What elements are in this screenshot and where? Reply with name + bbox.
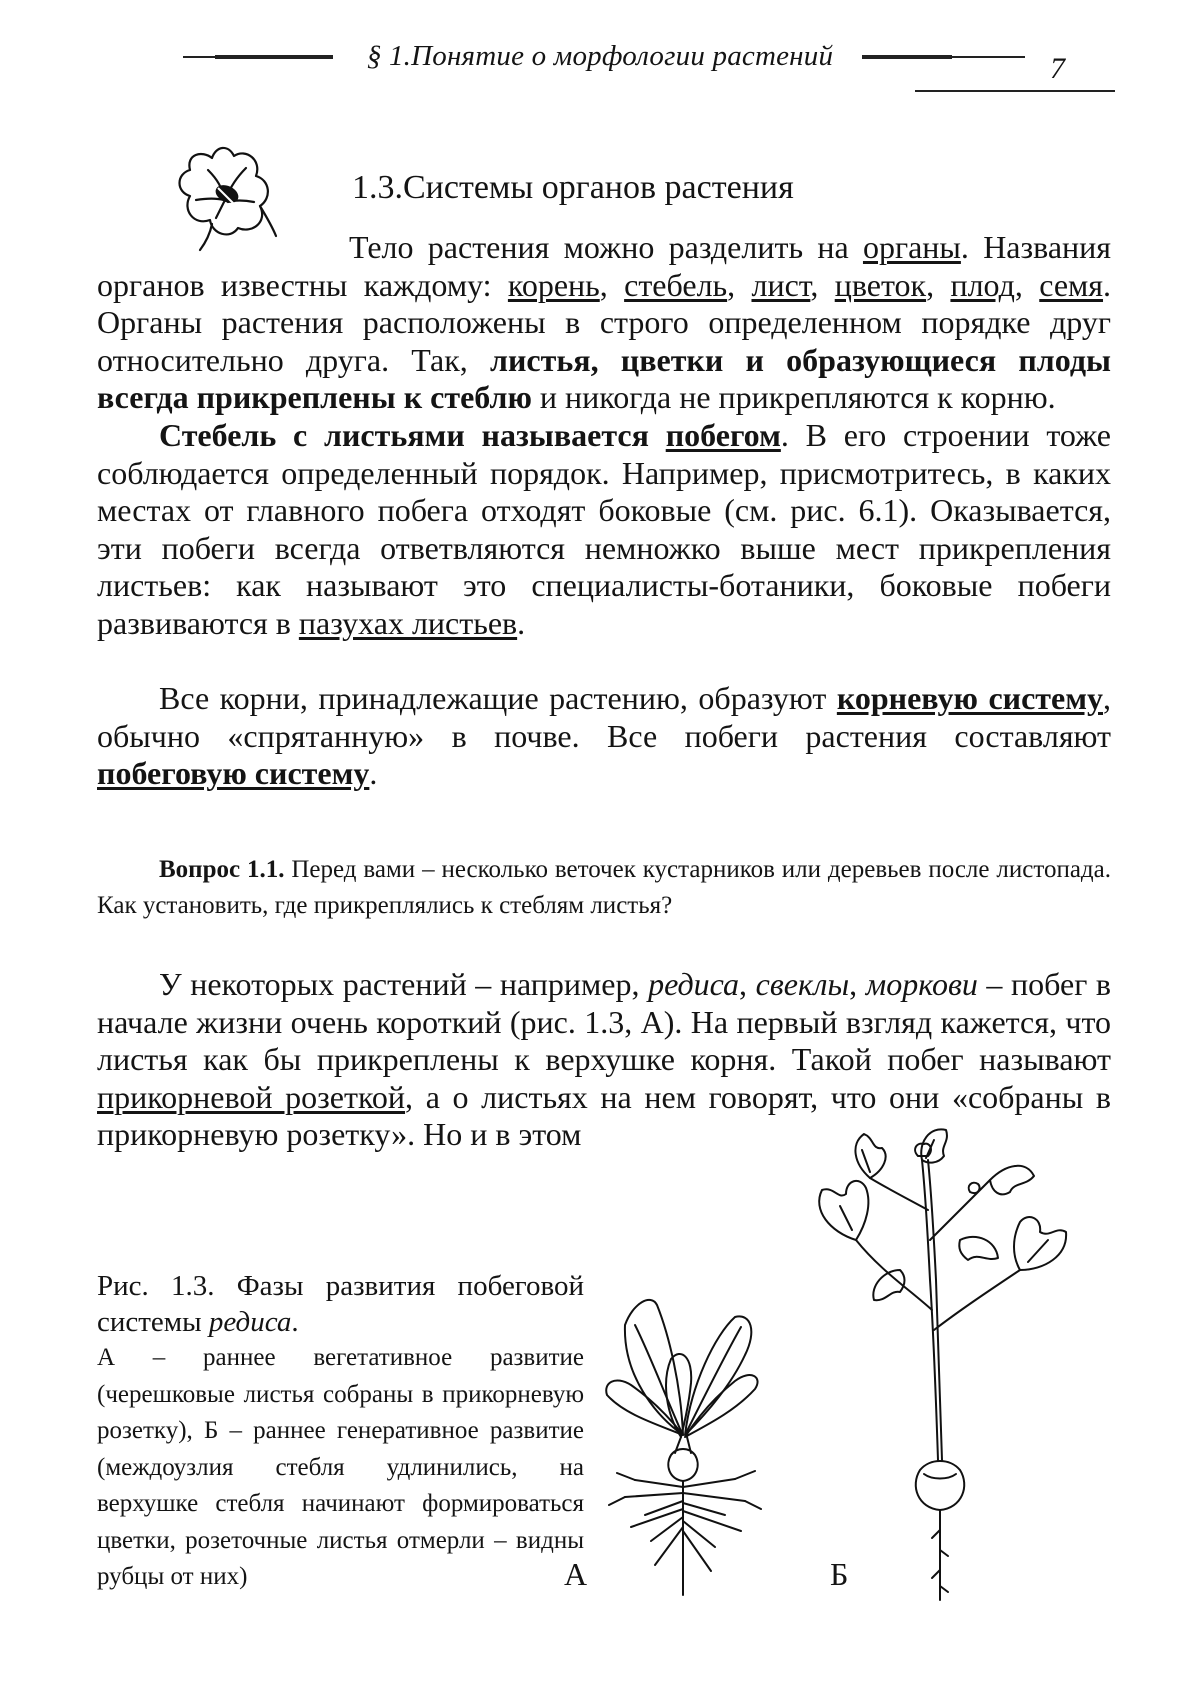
paragraph-systems [97, 680, 1111, 793]
question-block [97, 852, 1111, 924]
text: , [926, 266, 951, 303]
text: , [727, 266, 752, 303]
figure-caption-title [97, 1268, 584, 1340]
header-rule-right-thin [930, 56, 1025, 58]
radish-flowering-illustration [800, 1120, 1090, 1610]
plant-carrot: моркови [865, 966, 978, 1002]
term-leaf-axils: пазухах листьев [298, 604, 518, 641]
text: и никогда не прикрепляются к корню. [531, 379, 1056, 416]
text: , [739, 966, 756, 1002]
figure-label-a: А [564, 1556, 588, 1592]
figure-caption [97, 1268, 584, 1596]
paragraph-shoot [97, 417, 1111, 643]
term-stem: стебель [624, 266, 728, 303]
text: . [369, 755, 378, 792]
text: – побег в начале жизни очень короткий (рис. 1.3, А). На первый взгляд кажется, что листья как бы прикреплены к верхушке корня. Такой побег называют [97, 966, 1112, 1078]
text: , а о листьях на нем говорят, что они «собраны в прикорневую розетку». Но и в этом [97, 1078, 1112, 1153]
question-label: Вопрос 1.1. [159, 856, 285, 883]
text: . [291, 1306, 299, 1338]
term-root: корень [507, 266, 600, 303]
bold-definition: Стебель с листьями называется [159, 417, 666, 453]
text: . Названия органов известны каждому: [97, 229, 1112, 303]
paragraph-organs [97, 229, 1111, 417]
text: . Органы растения расположены в строго определенном порядке друг относительно друга. Так, [97, 266, 1112, 378]
text: , [810, 266, 835, 303]
term-organs: органы [862, 229, 961, 265]
plant-beet: свеклы [755, 966, 850, 1002]
term-fruit: плод [950, 266, 1015, 303]
figure-caption-body: А – раннее вегетативное развитие (черешковые листья собраны в прикорневую розетку), Б – раннее генеративное развитие (междоузлия стебля удлинились, на верхушке стебля начинают формироваться цветки, розеточные листья отмерли – видны рубцы от них) [97, 1344, 584, 1590]
text: , [849, 966, 866, 1002]
term-leaf: лист [751, 266, 811, 303]
text: . В его строении тоже соблюдается определенный порядок. Например, присмотритесь, в каких местах от главного побега отходят боковые (см. рис. 6.1). Оказывается, эти побеги всегда ответвляются немножко выше мест прикрепления листьев: как называют это специалисты-ботаники, боковые побеги развиваются в [97, 417, 1112, 641]
text: . [517, 604, 526, 641]
term-seed: семя [1039, 266, 1104, 303]
figure-label-b: Б [830, 1556, 849, 1592]
bold-statement: листья, цветки и образующиеся плоды всегда прикреплены к стеблю [97, 341, 1112, 416]
text: Тело растения можно разделить на [349, 229, 863, 265]
text: Рис. 1.3. Фазы развития побеговой системы [97, 1270, 584, 1338]
term-root-system: корневую систему [836, 680, 1104, 716]
radish-rosette-illustration [595, 1265, 770, 1610]
page-number-rule [915, 90, 1115, 92]
term-basal-rosette: прикорневой розеткой [97, 1078, 406, 1115]
text: Все корни, принадлежащие растению, образуют [159, 680, 837, 716]
term-shoot-system: побеговую систему [97, 755, 370, 792]
plant-radish: редиса [648, 966, 740, 1002]
term-flower: цветок [834, 266, 927, 303]
running-header-title: § 1.Понятие о морфологии растений [366, 40, 834, 72]
page-number: 7 [1050, 52, 1065, 85]
text: , [599, 266, 625, 303]
text: , [1014, 266, 1040, 303]
term-shoot: побегом [665, 417, 781, 453]
text: У некоторых растений – например, [159, 966, 649, 1002]
text: , обычно «спрятанную» в почве. Все побеги растения составляют [97, 680, 1112, 754]
caption-species: редиса [208, 1306, 292, 1338]
question-text: Перед вами – несколько веточек кустарников или деревьев после листопада. Как установить, где прикреплялись к стеблям листья? [97, 856, 1111, 919]
section-heading: 1.3.Системы органов растения [352, 169, 794, 206]
